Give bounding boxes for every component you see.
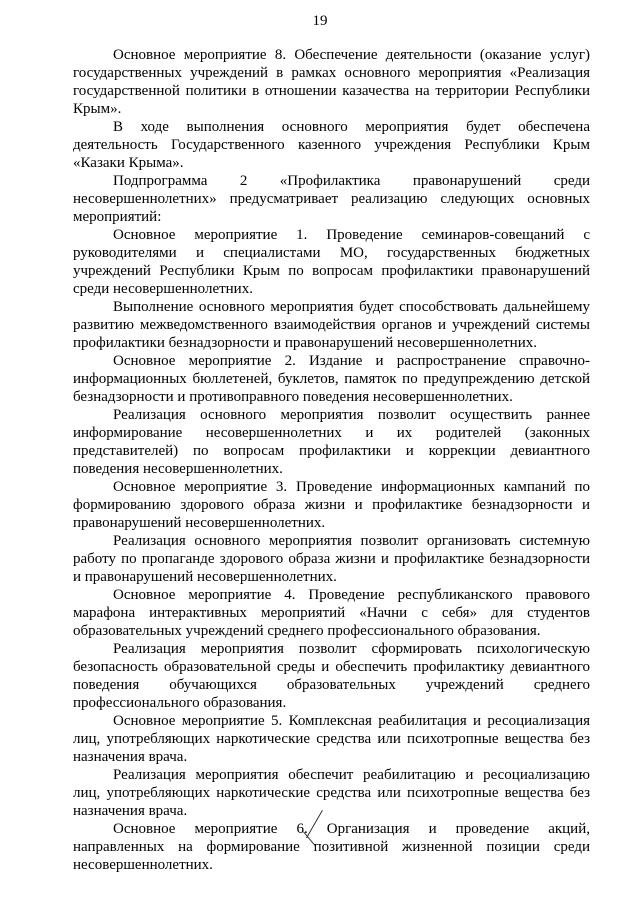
text-line: безопасность образовательной среды и обеспечить профилактику девиантного <box>73 659 590 675</box>
text-line: назначения врача. <box>73 803 188 819</box>
text-line: деятельность Государственного казенного учреждения Республики Крым <box>73 137 590 153</box>
text-line: среди несовершеннолетних. <box>73 281 253 297</box>
text-line: Основное мероприятие 5. Комплексная реабилитация и ресоциализация <box>113 713 590 729</box>
text-line: Крым». <box>73 101 122 117</box>
text-line: профессионального образования. <box>73 695 287 711</box>
text-line: представителей) по вопросам профилактики и коррекции девиантного <box>73 443 590 459</box>
text-line: Реализация основного мероприятия позволит организовать системную <box>113 533 590 549</box>
text-line: назначения врача. <box>73 749 188 765</box>
text-line: Реализация мероприятия позволит сформировать психологическую <box>113 641 590 657</box>
text-line: поведения обучающихся образовательных учреждений среднего <box>73 677 590 693</box>
text-line: В ходе выполнения основного мероприятия будет обеспечена <box>113 119 590 135</box>
text-line: Основное мероприятие 2. Издание и распространение справочно- <box>113 353 590 369</box>
text-line: информирование несовершеннолетних и их родителей (законных <box>73 425 590 441</box>
page-number: 19 <box>312 13 328 29</box>
text-line: Основное мероприятие 4. Проведение республиканского правового <box>113 587 590 603</box>
text-line: Выполнение основного мероприятия будет способствовать дальнейшему <box>113 299 590 315</box>
text-line: Основное мероприятие 3. Проведение информационных кампаний по <box>113 479 590 495</box>
text-line: информационных бюллетеней, буклетов, памяток по предупреждению детской <box>73 371 590 387</box>
text-line: Подпрограмма 2 «Профилактика правонарушений среди <box>113 173 590 189</box>
text-line: несовершеннолетних» предусматривает реализацию следующих основных <box>73 191 590 207</box>
text-line: государственных учреждений в рамках основного мероприятия «Реализация <box>73 65 590 81</box>
text-line: поведения несовершеннолетних. <box>73 461 283 477</box>
text-line: безнадзорности и противоправного поведения несовершеннолетних. <box>73 389 513 405</box>
text-line: руководителями и специалистами МО, государственных бюджетных <box>73 245 590 261</box>
text-line: работу по пропаганде здорового образа жизни и профилактике безнадзорности <box>73 551 590 567</box>
text-line: лиц, употребляющих наркотические средства или психотропные вещества без <box>73 731 590 747</box>
text-line: формированию здорового образа жизни и профилактике безнадзорности и <box>73 497 590 513</box>
text-line: профилактики безнадзорности и правонарушений несовершеннолетних. <box>73 335 537 351</box>
text-line: правонарушений несовершеннолетних. <box>73 515 326 531</box>
text-line: лиц, употребляющих наркотические средства или психотропные вещества без <box>73 785 590 801</box>
text-line: государственной политики в отношении казачества на территории Республики <box>73 83 590 99</box>
text-line: Реализация мероприятия обеспечит реабилитацию и ресоциализацию <box>113 767 590 783</box>
text-line: образовательных учреждений среднего профессионального образования. <box>73 623 541 639</box>
text-line: мероприятий: <box>73 209 162 225</box>
text-line: «Казаки Крыма». <box>73 155 184 171</box>
text-line: направленных на формирование позитивной жизненной позиции среди <box>73 839 590 855</box>
text-line: Реализация основного мероприятия позволит осуществить раннее <box>113 407 590 423</box>
text-line: Основное мероприятие 8. Обеспечение деятельности (оказание услуг) <box>113 47 590 63</box>
text-line: Основное мероприятие 1. Проведение семинаров-совещаний с <box>113 227 590 243</box>
text-line: развитию межведомственного взаимодействия органов и учреждений системы <box>73 317 590 333</box>
text-line: учреждений Республики Крым по вопросам профилактики правонарушений <box>73 263 590 279</box>
text-line: Основное мероприятие 6. Организация и проведение акций, <box>113 821 590 837</box>
text-line: и правонарушений несовершеннолетних. <box>73 569 337 585</box>
text-line: несовершеннолетних. <box>73 857 213 873</box>
text-line: марафона интерактивных мероприятий «Начни с себя» для студентов <box>73 605 590 621</box>
